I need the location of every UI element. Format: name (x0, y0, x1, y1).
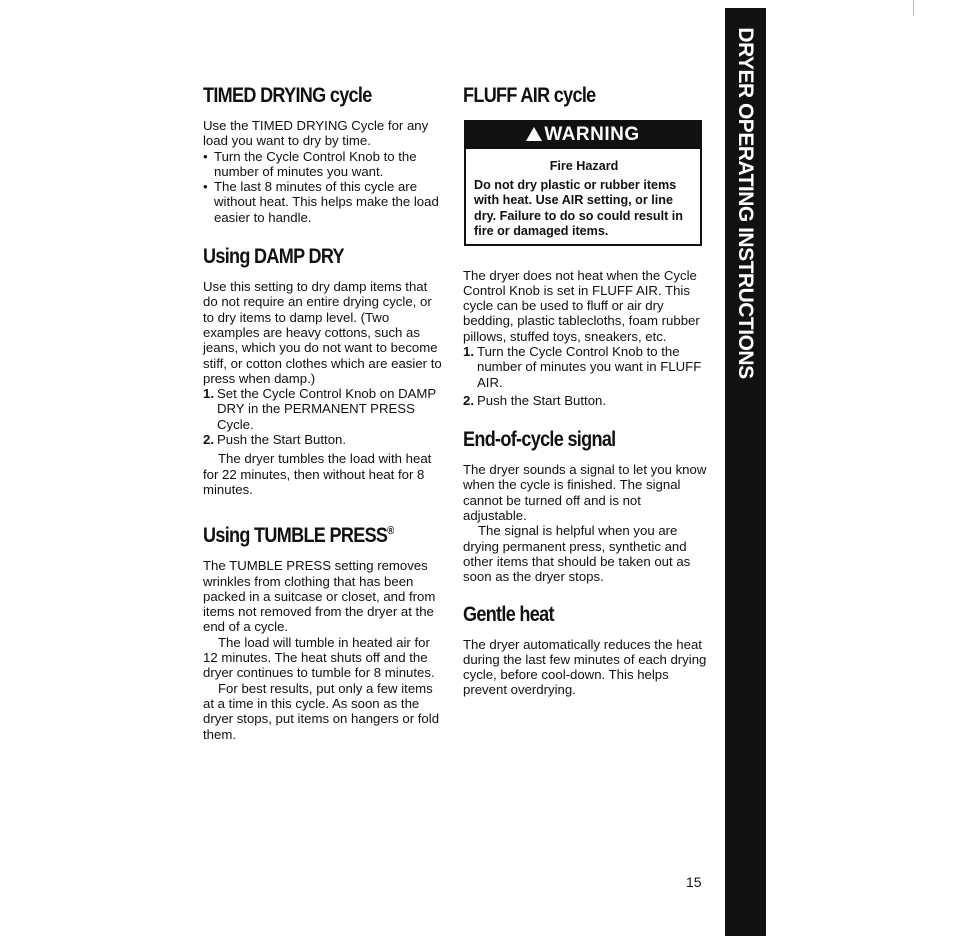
tumble-press-paragraph: The TUMBLE PRESS setting removes wrinkles from clothing that has been packed in a suitcase or closet, and from items not removed from the dryer at the end of a cycle. (203, 558, 436, 635)
fluff-air-section (463, 84, 708, 408)
step-item (463, 344, 708, 390)
end-signal-heading: End-of-cycle signal (463, 428, 616, 452)
tumble-press-paragraph: The load will tumble in heated air for 12 minutes. The heat shuts off and the dryer continues to tumble for 8 minutes. (203, 634, 435, 681)
step-text: Turn the Cycle Control Knob to the number of minutes you want in FLUFF AIR. (477, 343, 702, 390)
page-number: 15 (686, 874, 702, 890)
end-signal-body (463, 462, 708, 584)
gentle-heat-body (463, 637, 708, 698)
step-text: Push the Start Button. (217, 432, 347, 448)
tumble-press-heading (203, 519, 409, 548)
tumble-press-body (203, 558, 443, 742)
side-tab (725, 8, 766, 936)
step-text: Push the Start Button. (477, 392, 607, 408)
warning-body (466, 149, 700, 244)
gentle-heat-section (463, 603, 708, 698)
warning-triangle-icon (526, 127, 542, 141)
bullet-dot: • (203, 179, 208, 195)
timed-drying-intro: Use the TIMED DRYING Cycle for any load you want to dry by time. (203, 118, 429, 149)
timed-drying-heading: TIMED DRYING cycle (203, 84, 372, 107)
damp-dry-heading: Using DAMP DRY (203, 245, 344, 269)
bullet-item (203, 179, 443, 225)
step-number: 2. (463, 392, 474, 408)
warning-box (464, 120, 702, 246)
fluff-air-body (463, 268, 708, 409)
step-item (203, 432, 443, 447)
gentle-heat-text: The dryer automatically reduces the heat during the last few minutes of each drying cycle, before cool-down. This helps prevent overdrying. (463, 636, 707, 698)
tumble-press-section (203, 519, 443, 742)
warning-text: Do not dry plastic or rubber items with heat. Use AIR setting, or line dry. Failure to do so could result in fire or damaged items. (474, 177, 683, 238)
registered-mark: ® (387, 525, 395, 538)
end-signal-section (463, 428, 708, 584)
end-signal-paragraph: The dryer sounds a signal to let you know when the cycle is finished. The signal cannot be turned off and is not adjustable. (463, 462, 707, 524)
tumble-press-paragraph: For best results, put only a few items at a time in this cycle. As soon as the dryer stops, put items on hangers or fold them. (203, 680, 440, 742)
step-number: 2. (203, 432, 214, 448)
step-item (203, 386, 443, 432)
fluff-air-heading: FLUFF AIR cycle (463, 84, 596, 107)
damp-dry-intro: Use this setting to dry damp items that do not require an entire drying cycle, or to dry items to damp level. (Two examples are heavy cottons, such as jeans, which you do not want to become stiff, or cotton clothes which are easier to press when damp.) (203, 279, 442, 386)
end-signal-paragraph: The signal is helpful when you are drying permanent press, synthetic and other items that should be taken out as soon as the dryer stops. (463, 523, 691, 585)
damp-dry-note: The dryer tumbles the load with heat for 22 minutes, then without heat for 8 minutes. (203, 451, 432, 497)
scan-edge-mark (913, 0, 914, 16)
warning-title: Fire Hazard (549, 159, 619, 173)
left-column (203, 84, 443, 756)
damp-dry-section (203, 245, 443, 497)
warning-label: WARNING (544, 124, 640, 145)
tumble-press-heading-text: Using TUMBLE PRESS (203, 524, 388, 548)
warning-banner (466, 122, 700, 149)
fluff-air-intro: The dryer does not heat when the Cycle Control Knob is set in FLUFF AIR. This cycle can be used to fluff or air dry bedding, plastic tablecloths, foam rubber pillows, stuffed toys, sneakers, etc. (463, 267, 700, 344)
step-item (463, 393, 708, 408)
bullet-text: Turn the Cycle Control Knob to the number of minutes you want. (214, 148, 417, 179)
bullet-item (203, 149, 443, 180)
middle-column (463, 84, 708, 712)
bullet-dot: • (203, 148, 208, 164)
bullet-text: The last 8 minutes of this cycle are without heat. This helps make the load easier to handle. (214, 179, 439, 225)
timed-drying-body (203, 118, 443, 225)
timed-drying-section (203, 84, 443, 225)
step-number: 1. (463, 343, 474, 359)
gentle-heat-heading: Gentle heat (463, 602, 554, 626)
step-text: Set the Cycle Control Knob on DAMP DRY in the PERMANENT PRESS Cycle. (217, 386, 436, 432)
step-number: 1. (203, 386, 214, 402)
side-tab-label: DRYER OPERATING INSTRUCTIONS (734, 27, 757, 379)
damp-dry-body (203, 279, 443, 497)
